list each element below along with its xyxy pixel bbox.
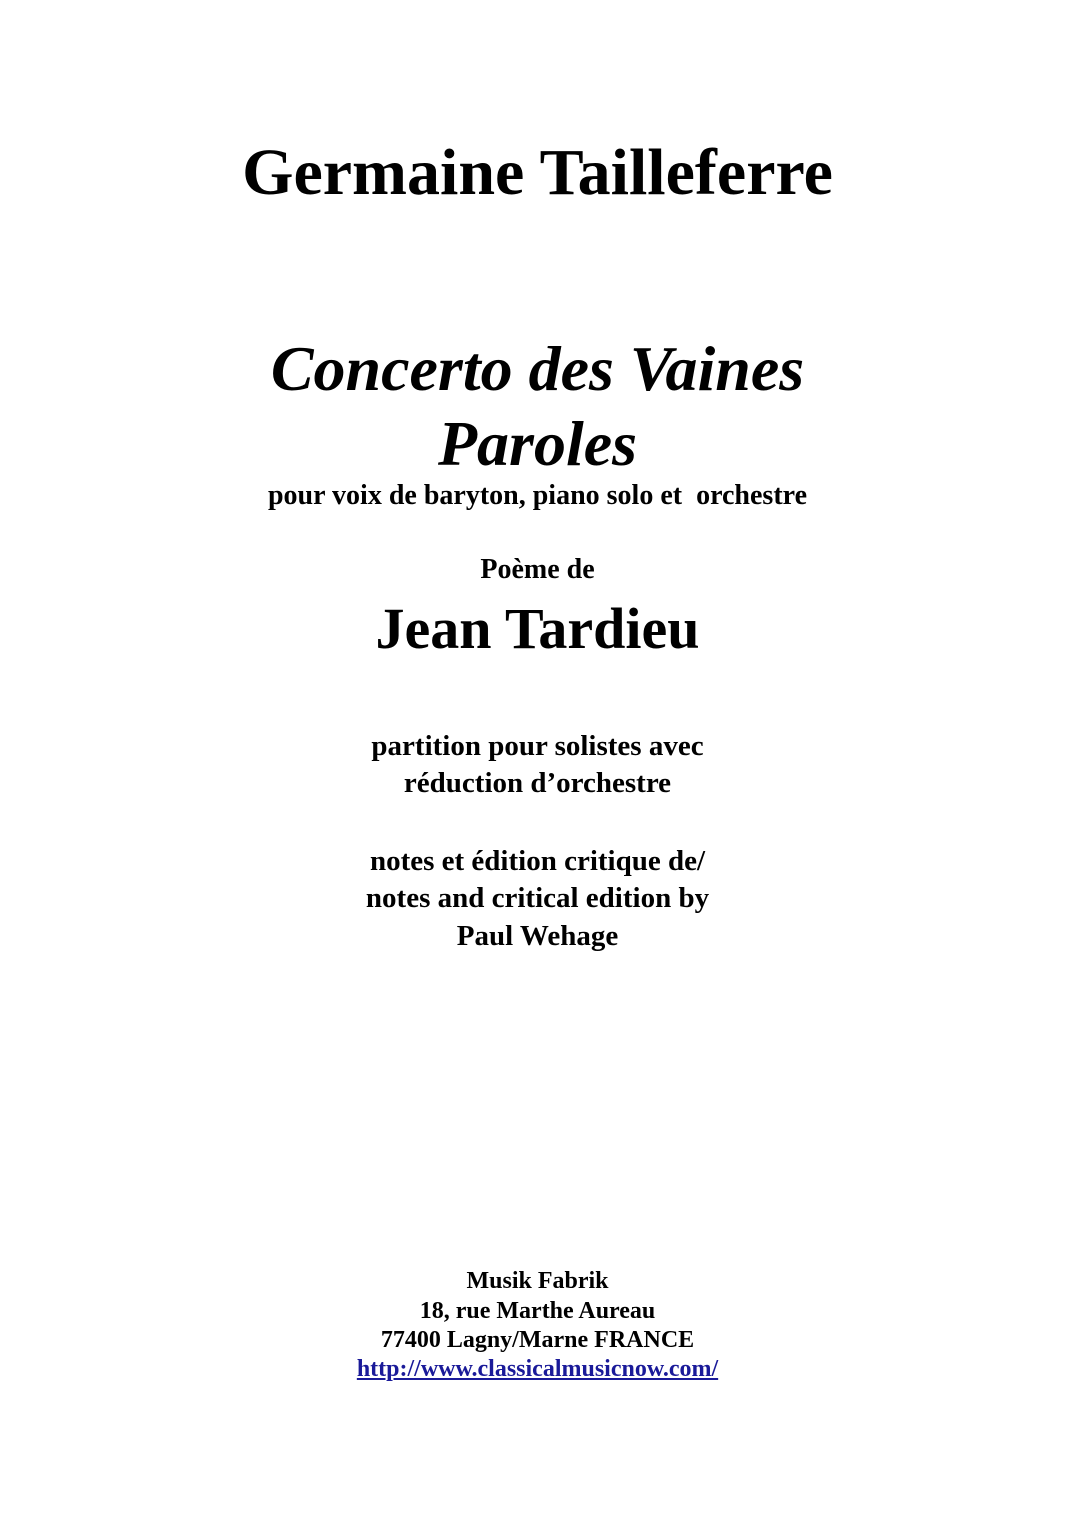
score-description-line-1: partition pour solistes avec [371,730,704,762]
edition-note-line-1: notes et édition critique de/ [369,845,706,877]
edition-note-line-2: notes and critical edition by [365,882,710,914]
work-title-line-1: Concerto des Vaines [270,333,805,404]
work-title-line-2: Paroles [437,408,638,479]
publisher-city: 77400 Lagny/Marne FRANCE [380,1327,695,1353]
editor-name: Paul Wehage [456,920,619,952]
publisher-website-link[interactable]: http://www.classicalmusicnow.com/ [356,1356,719,1382]
poet-name: Jean Tardieu [375,596,700,661]
publisher-link-row [0,1354,1075,1384]
composer-name: Germaine Tailleferre [242,136,833,209]
poem-label: Poème de [480,554,595,585]
publisher-name: Musik Fabrik [466,1268,609,1294]
work-subtitle: pour voix de baryton, piano solo et orchestre [267,480,807,511]
publisher-street: 18, rue Marthe Aureau [419,1298,656,1324]
score-description-line-2: réduction d’orchestre [403,767,672,799]
